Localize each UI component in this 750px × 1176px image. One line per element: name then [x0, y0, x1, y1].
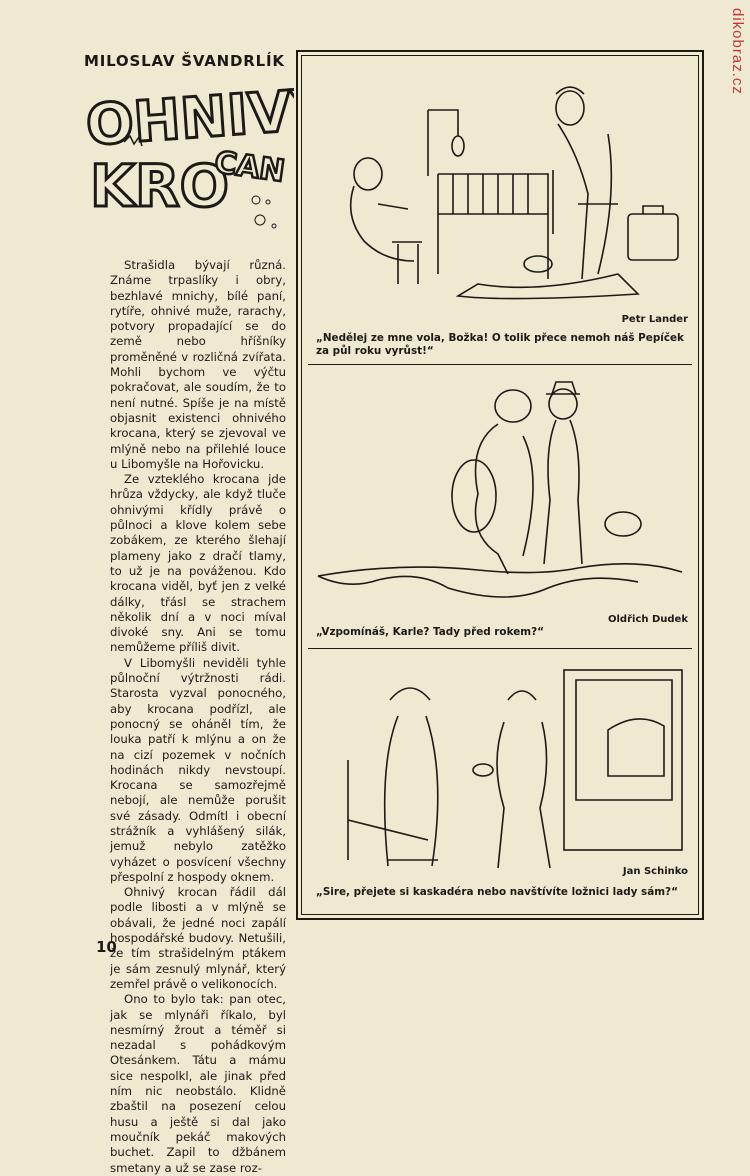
- article-title: [84, 80, 294, 240]
- cartoon-1-drawing: [308, 64, 692, 304]
- cartoon-3-illustration: [308, 660, 692, 872]
- article-body: [110, 258, 286, 1176]
- cartoon-1-illustration: [308, 64, 692, 304]
- title-line-2b: CAN: [212, 145, 287, 190]
- cartoon-1-caption: „Nedělej ze mne vola, Božka! O tolik přece nemoh náš Pepíček za půl roku vyrůst!“: [316, 332, 684, 357]
- cartoon-3-drawing: [308, 660, 692, 872]
- article-paragraph: Strašidla bývají různá. Známe trpaslíky i obry, bezhlavé mnichy, bílé paní, rytíře, ohnivé muže, rarachy, potvory propadající se do země nebo hříšníky proměněné v rozličná zvířata. Mohli bychom ve výčtu pokračovat, ale soudím, že to není nutné. Spíše je na místě objasnit existenci ohnivého krocana, který se zjevoval ve mlýně nebo na přilehlé louce u Libomyšle na Hořovicku.: [110, 258, 286, 471]
- cartoon-1-credit: Petr Lander: [621, 314, 688, 325]
- cartoon-2-caption: „Vzpomínáš, Karle? Tady před rokem?“: [316, 626, 544, 638]
- cartoon-divider: [308, 648, 692, 649]
- author-name: MILOSLAV ŠVANDRLÍK: [84, 52, 285, 70]
- page-number: 10: [96, 938, 117, 956]
- bubble-3: [255, 215, 265, 225]
- title-line-1: OHNIVÝ: [84, 80, 294, 159]
- cartoon-2-drawing: [308, 376, 692, 608]
- watermark: dikobraz.cz: [729, 8, 746, 95]
- article-paragraph: Ono to bylo tak: pan otec, jak se mlynáři říkalo, byl nesmírný žrout a téměř si nezadal s pohádkovým Otesánkem. Tátu a mámu sice nespolkl, ale jinak před ním nic neobstálo. Klidně zbaštil na posezení celou husu a ještě si dal jako moučník pekáč makových buchet. Zapil to džbánem smetany a už se zase roz-: [110, 992, 286, 1175]
- cartoon-3-caption: „Sire, přejete si kaskadéra nebo navštívíte ložnici lady sám?“: [316, 886, 678, 898]
- bubble-4: [272, 224, 276, 228]
- cartoon-divider: [308, 364, 692, 365]
- cartoon-3-credit: Jan Schinko: [622, 866, 688, 877]
- article-paragraph: Ohnivý krocan řádil dál podle libosti a v mlýně se obávali, že jedné noci zapálí hospodářské budovy. Netušili, že tím strašidelným ptákem je sám zesnulý mlynář, který zemřel právě o velikonocích.: [110, 885, 286, 991]
- bubble-2: [266, 200, 270, 204]
- title-lettering: [84, 80, 294, 240]
- article-paragraph: Ze vzteklého krocana jde hrůza vždycky, ale když tluče ohnivými křídly právě o půlnoci a klove kolem sebe zobákem, ze kterého šlehají plameny jako z dračí tlamy, to už je na pováženou. Kdo krocana viděl, byť jen z velké dálky, třásl se strachem několik dní a v noci míval divoké sny. Ani se tomu nemůžeme příliš divit.: [110, 472, 286, 655]
- cartoon-2-illustration: [308, 376, 692, 608]
- cartoon-2-credit: Oldřich Dudek: [608, 614, 688, 625]
- article-paragraph: V Libomyšli neviděli tyhle půlnoční výtržnosti rádi. Starosta vyzval ponocného, aby krocana podřízl, ale ponocný se oháněl tím, že louka patří k mlýnu a on že na cizí pozemek v nočních hodinách nikdy nevstoupí. Krocana se samozřejmě nebojí, ale nemůže porušit své zásady. Odmítl i obecní strážník a vyhlášený silák, jemuž nebylo zatěžko vyházet o posvícení všechny přespolní z hospody oknem.: [110, 655, 286, 884]
- title-line-2a: KRO: [90, 152, 229, 220]
- bubble-1: [252, 196, 260, 204]
